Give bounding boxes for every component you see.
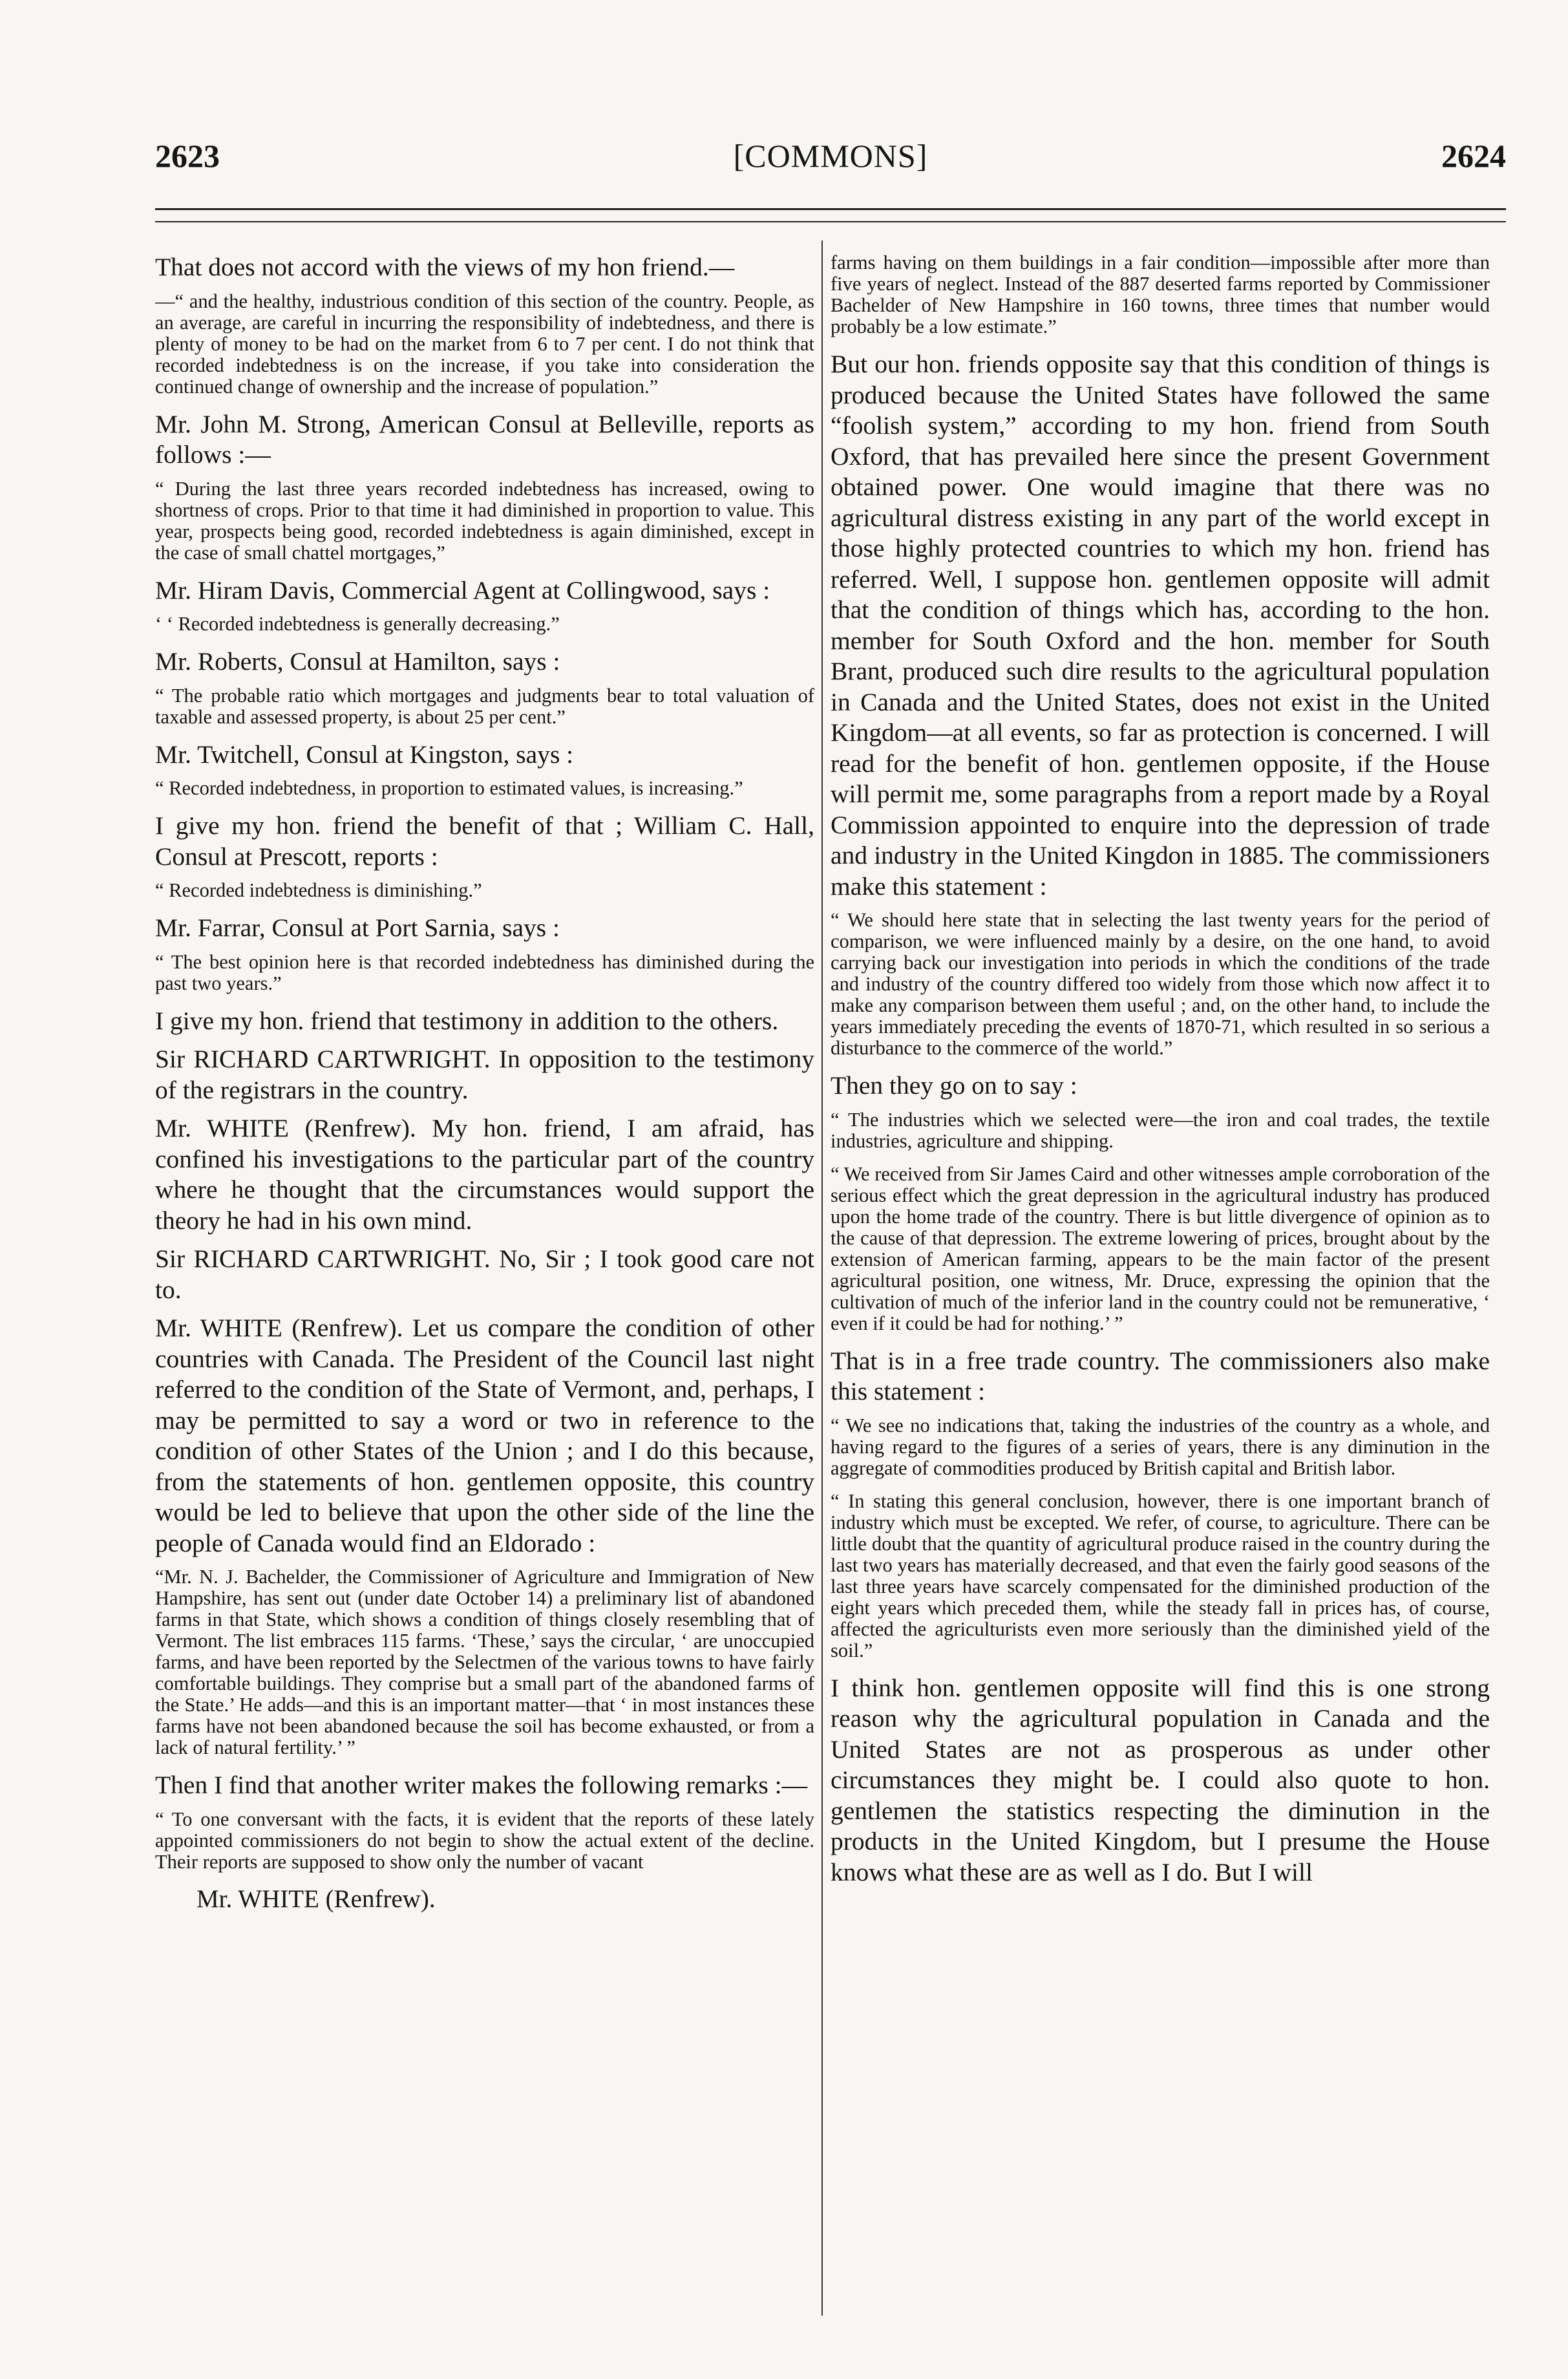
page-header bbox=[155, 137, 1506, 182]
quoted-paragraph: “ To one conversant with the facts, it is evident that the reports of these lately appointed commissioners do not begin to show the actual extent of the decline. Their reports are supposed to show only the number of vacant bbox=[155, 1808, 814, 1873]
paragraph: Mr. John M. Strong, American Consul at Belleville, reports as follows :— bbox=[155, 409, 814, 469]
chamber-title: [COMMONS] bbox=[733, 138, 928, 174]
paragraph: That does not accord with the views of my hon friend.— bbox=[155, 253, 735, 281]
paragraph: Mr. Twitchell, Consul at Kingston, says : bbox=[155, 740, 574, 769]
quoted-paragraph: “ We should here state that in selecting the last twenty years for the period of comparison, we were influenced mainly by a desire, on the one hand, to avoid carrying back our investigation into periods in which the conditions of the trade and industry of the country differed too widely from those which now affect it to make any comparison between them useful ; and, on the other hand, to include the years immediately preceding the events of 1870-71, which resulted in so serious a disturbance to the commerce of the world.” bbox=[831, 909, 1490, 1059]
paragraph: Mr. WHITE (Renfrew). My hon. friend, I am afraid, has confined his investigations to the particular part of the country where he thought that the circumstances would support the theory he had in his own mind. bbox=[155, 1114, 814, 1235]
quoted-paragraph: “ In stating this general conclusion, however, there is one important branch of industry which must be excepted. We refer, of course, to agriculture. There can be little doubt that the quantity of agricultural produce raised in the country during the last two years has materially decreased, and that even the fairly good seasons of the last three years have scarcely compensated for the diminished production of the eight years which preceded them, while the steady fall in prices has, of course, affected the agriculturists even more seriously than the diminished yield of the soil.” bbox=[831, 1489, 1490, 1661]
paragraph: That is in a free trade country. The commissioners also make this statement : bbox=[831, 1346, 1490, 1405]
paragraph: Sir RICHARD CARTWRIGHT. In opposition to the testimony of the registrars in the country. bbox=[155, 1045, 814, 1104]
quoted-paragraph: “ The industries which we selected were—the iron and coal trades, the textile industries, agriculture and shipping. bbox=[831, 1108, 1490, 1152]
quoted-paragraph: “ Recorded indebtedness is diminishing.” bbox=[155, 879, 482, 901]
quoted-paragraph: —“ and the healthy, industrious condition of this section of the country. People, as an average, are careful in incurring the responsibility of indebtedness, and there is plenty of money to be had on the market from 6 to 7 per cent. I do not think that recorded indebtedness is on the increase, if you take into consideration the continued change of ownership and the increase of population.” bbox=[155, 290, 814, 398]
quoted-paragraph: farms having on them buildings in a fair condition—impossible after more than five years of neglect. Instead of the 887 deserted farms reported by Commissioner Bachelder of New Hampshire in 160 towns, three times that number would probably be a low estimate.” bbox=[831, 252, 1490, 337]
paragraph: But our hon. friends opposite say that this condition of things is produced because the United States have followed the same “foolish system,” according to my hon. friend from South Oxford, that has prevailed here since the present Government obtained power. One would imagine that there was no agricultural distress existing in any part of the world except in those highly protected countries to which my hon. friend has referred. Well, I suppose hon. gentlemen opposite will admit that the condition of things which has, according to the hon. member for South Oxford and the hon. member for South Brant, produced such dire results to the agricultural population in Canada and the United States, does not exist in the United Kingdom—at all events, so far as protection is concerned. I will read for the benefit of hon. gentlemen opposite, if the House will permit me, some paragraphs from a report made by a Royal Commission appointed to enquire into the depression of trade and industry in the United Kingdon in 1885. The commissioners make this statement : bbox=[831, 350, 1490, 901]
quoted-paragraph: ‘ ‘ Recorded indebtedness is generally decreasing.” bbox=[155, 613, 560, 635]
paragraph: Then I find that another writer makes the following remarks :— bbox=[155, 1771, 808, 1799]
paragraph: I give my hon. friend the benefit of that ; William C. Hall, Consul at Prescott, reports : bbox=[155, 811, 814, 871]
quoted-paragraph: “ We see no indications that, taking the industries of the country as a whole, and having regard to the figures of a series of years, there is any diminution in the aggregate of commodities produced by British capital and British labor. bbox=[831, 1414, 1490, 1479]
quoted-paragraph: “ During the last three years recorded indebtedness has increased, owing to shortness of crops. Prior to that time it had diminished in proportion to value. This year, prospects being good, recorded indebtedness is again diminished, except in the case of small chattel mortgages,” bbox=[155, 477, 814, 564]
paragraph: I give my hon. friend that testimony in addition to the others. bbox=[155, 1006, 779, 1035]
paragraph: Then they go on to say : bbox=[831, 1071, 1077, 1100]
paragraph: Sir RICHARD CARTWRIGHT. No, Sir ; I took good care not to. bbox=[155, 1244, 814, 1304]
page-number-right: 2624 bbox=[1441, 138, 1506, 174]
quoted-paragraph: “Mr. N. J. Bachelder, the Commissioner of Agriculture and Immigration of New Hampshire, has sent out (under date October 14) a preliminary list of abandoned farms in that State, which shows a condition of things closely resembling that of Vermont. The list embraces 115 farms. ‘These,’ says the circular, ‘ are unoccupied farms, and have been reported by the Selectmen of the various towns to have fairly comfortable buildings. They comprise but a small part of the abandoned farms of the State.’ He adds—and this is an important matter—that ‘ in most instances these farms have not been abandoned because the soil has become exhausted, or from a lack of natural fertility.’ ” bbox=[155, 1566, 814, 1758]
paragraph: Mr. Hiram Davis, Commercial Agent at Collingwood, says : bbox=[155, 575, 770, 604]
left-column bbox=[155, 252, 814, 2314]
paragraph: I think hon. gentlemen opposite will find this is one strong reason why the agricultural population in Canada and the United States are not as prosperous as under other circumstances they might be. I could also quote to hon. gentlemen the statistics respecting the diminution in the products in the United Kingdom, but I presume the House knows what these are as well as I do. But I will bbox=[831, 1673, 1490, 1886]
paragraph: Mr. WHITE (Renfrew). Let us compare the condition of other countries with Canada. The President of the Council last night referred to the condition of the State of Vermont, and, perhaps, I may be permitted to say a word or two in reference to the condition of other States of the Union ; and I do this because, from the statements of hon. gentlemen opposite, this country would be led to believe that upon the other side of the line the people of Canada would find an Eldorado : bbox=[155, 1314, 814, 1557]
column-divider bbox=[821, 240, 823, 2316]
paragraph: Mr. Roberts, Consul at Hamilton, says : bbox=[155, 647, 560, 676]
page-number-left: 2623 bbox=[155, 138, 220, 174]
quoted-paragraph: “ The probable ratio which mortgages and judgments bear to total valuation of taxable and assessed property, is about 25 per cent.” bbox=[155, 684, 814, 728]
speaker-signature: Mr. WHITE (Renfrew). bbox=[196, 1884, 436, 1913]
header-rule-thin bbox=[155, 221, 1506, 222]
right-column bbox=[831, 252, 1490, 2314]
quoted-paragraph: “ We received from Sir James Caird and other witnesses ample corroboration of the serious effect which the great depression in the agricultural industry has produced upon the home trade of the country. There is but little divergence of opinion as to the cause of that depression. The extreme lowering of prices, brought about by the extension of American farming, appears to be the main factor of the present agricultural position, one witness, Mr. Druce, expressing the opinion that the cultivation of much of the inferior land in the country could not be remunerative, ‘ even if it could be had for nothing.’ ” bbox=[831, 1162, 1490, 1334]
header-rule bbox=[155, 208, 1506, 210]
paragraph: Mr. Farrar, Consul at Port Sarnia, says : bbox=[155, 913, 560, 942]
quoted-paragraph: “ The best opinion here is that recorded indebtedness has diminished during the past two years.” bbox=[155, 950, 814, 994]
quoted-paragraph: “ Recorded indebtedness, in proportion to estimated values, is increasing.” bbox=[155, 777, 743, 799]
